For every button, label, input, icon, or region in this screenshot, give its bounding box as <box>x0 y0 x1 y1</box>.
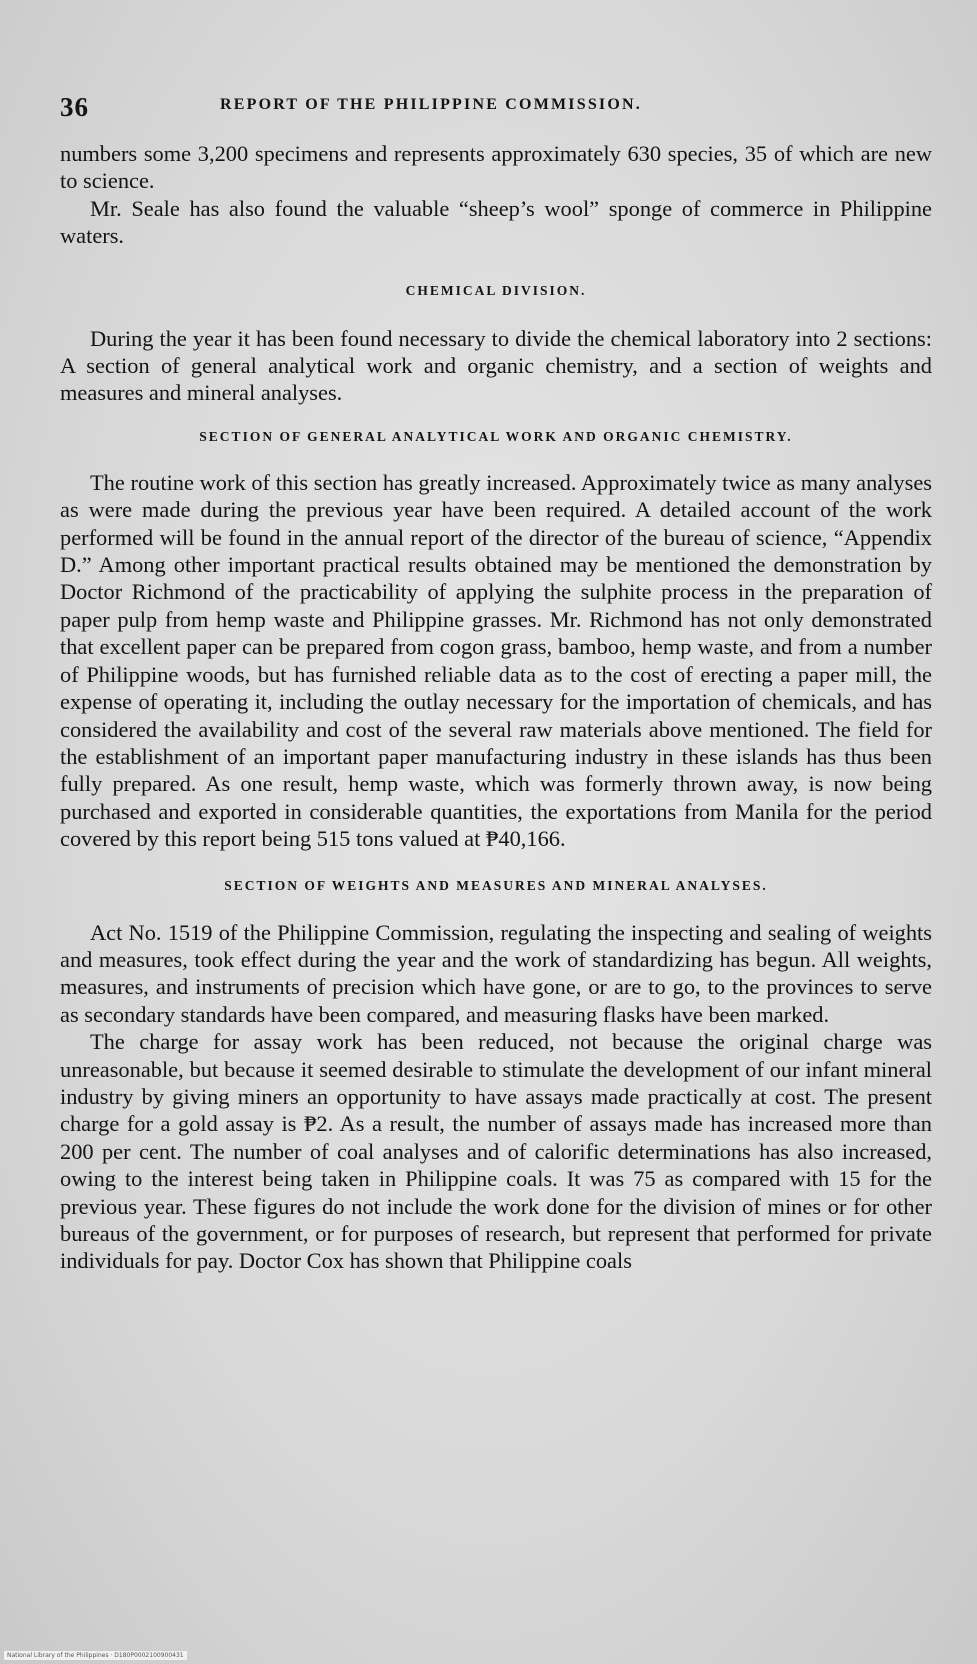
heading-chemical-division: CHEMICAL DIVISION. <box>405 282 587 298</box>
scan-credit: National Library of the Philippines · D180P0002100900431 <box>4 1651 187 1660</box>
body-text <box>60 140 932 1275</box>
paragraph-continued: numbers some 3,200 specimens and represents approximately 630 species, 35 of which are new to science. <box>60 141 932 194</box>
paragraph-weights-measures: Act No. 1519 of the Philippine Commission, regulating the inspecting and sealing of weights and measures, took effect during the year and the work of standardizing has begun. All weights, measures, and instruments of precision which have gone, or are to go, to the provinces to serve as secondary standards have been compared, and measuring flasks have been marked. <box>60 919 932 1027</box>
paragraph-chemical-division: During the year it has been found necessary to divide the chemical laboratory into 2 sections: A section of general analytical work and organic chemistry, and a section of weights and measures and mineral analyses. <box>60 325 932 406</box>
page-header <box>60 92 930 122</box>
running-head: REPORT OF THE PHILIPPINE COMMISSION. <box>220 96 642 113</box>
paragraph-general-analytical: The routine work of this section has greatly increased. Approximately twice as many analyses as were made during the previous year have been required. A detailed account of the work performed will be found in the annual report of the director of the bureau of science, “Appendix D.” Among other important practical results obtained may be mentioned the demonstration by Doctor Richmond of the practicability of applying the sulphite process in the preparation of paper pulp from hemp waste and Philippine grasses. Mr. Richmond has not only demonstrated that excellent paper can be prepared from cogon grass, bamboo, hemp waste, and from a number of Philippine woods, but has furnished reliable data as to the cost of erecting a paper mill, the expense of operating it, including the outlay necessary for the importation of chemicals, and has considered the availability and cost of the several raw materials above mentioned. The field for the establishment of an important paper manufacturing industry in these islands has thus been fully prepared. As one result, hemp waste, which was formerly thrown away, is now being purchased and exported in considerable quantities, the exportations from Manila for the period covered by this report being 515 tons valued at ₱40,166. <box>60 469 932 852</box>
page-number: 36 <box>60 92 89 122</box>
heading-general-analytical: SECTION OF GENERAL ANALYTICAL WORK AND ORGANIC CHEMISTRY. <box>199 428 793 444</box>
paragraph-assay-charge: The charge for assay work has been reduced, not because the original charge was unreasonable, but because it seemed desirable to stimulate the development of our infant mineral industry by giving miners an opportunity to have assays made practically at cost. The present charge for a gold assay is ₱2. As a result, the number of assays made has increased more than 200 per cent. The number of coal analyses and of calorific determinations has also increased, owing to the interest being taken in Philippine coals. It was 75 as compared with 15 for the previous year. These figures do not include the work done for the division of mines or for other bureaus of the government, or for purposes of research, but represent that performed for private individuals for pay. Doctor Cox has shown that Philippine coals <box>60 1029 932 1274</box>
heading-weights-measures: SECTION OF WEIGHTS AND MEASURES AND MINERAL ANALYSES. <box>224 877 768 893</box>
paragraph-sponge: Mr. Seale has also found the valuable “sheep’s wool” sponge of commerce in Philippine waters. <box>60 195 932 249</box>
